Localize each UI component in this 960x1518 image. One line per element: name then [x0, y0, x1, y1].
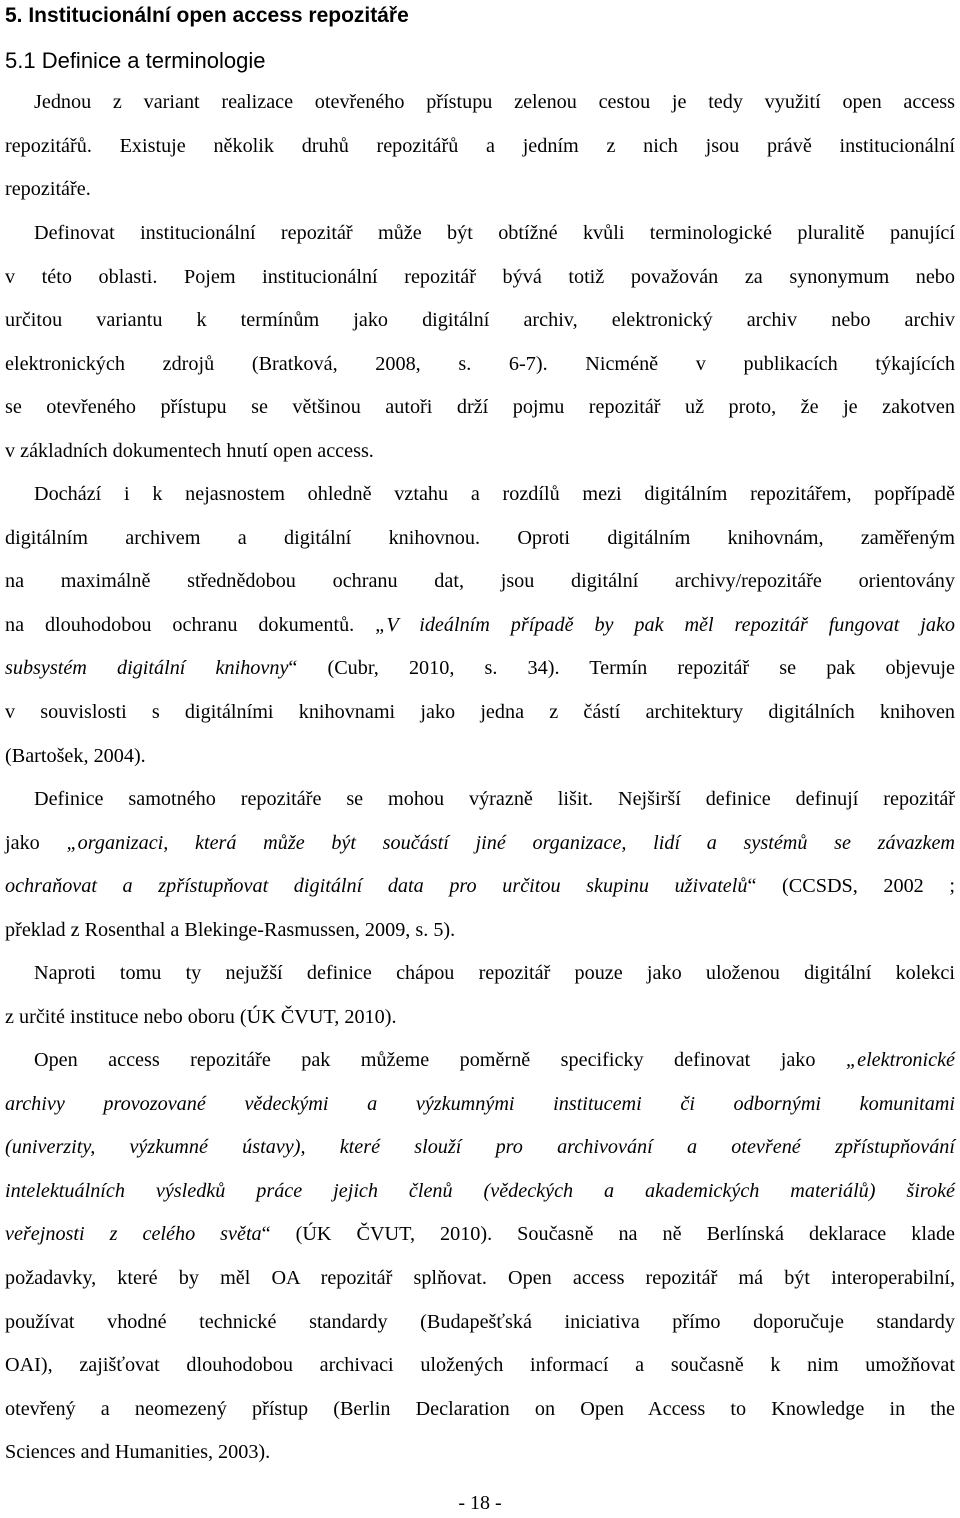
- text-line: [5, 81, 955, 125]
- text-line: [5, 1083, 955, 1127]
- text-line: [5, 473, 955, 517]
- italic-quote: subsystém digitální knihovny: [5, 657, 289, 680]
- text-run: (Bartošek, 2004).: [5, 744, 146, 767]
- text-line: [5, 952, 955, 996]
- text-run: Definovat institucionální repozitář může být obtížné kvůli terminologické pluralitě panující: [34, 222, 955, 244]
- text-line: [5, 256, 955, 300]
- paragraph-3: [5, 473, 955, 778]
- text-line: [5, 1388, 955, 1432]
- text-run: Jednou z variant realizace otevřeného přístupu zelenou cestou je tedy využití open access: [34, 91, 955, 113]
- paragraph-5: [5, 952, 955, 1039]
- italic-quote: veřejnosti z celého světa: [5, 1223, 262, 1246]
- text-line: [5, 778, 955, 822]
- text-run: Definice samotného repozitáře se mohou výrazně lišit. Nejširší definice definují repozitář: [34, 788, 955, 810]
- text-run: “ (ÚK ČVUT, 2010). Současně na ně Berlínská deklarace klade: [261, 1223, 955, 1246]
- text-run: na maximálně střednědobou ochranu dat, jsou digitální archivy/repozitáře orientovány: [5, 570, 955, 593]
- text-run: repozitáře.: [5, 178, 91, 201]
- text-line: [5, 1170, 955, 1214]
- page-number: - 18 -: [458, 1492, 502, 1514]
- text-run: digitálním archivem a digitální knihovnou. Oproti digitálním knihovnám, zaměřeným: [5, 526, 955, 549]
- text-line: [5, 343, 955, 387]
- text-line: [5, 168, 955, 212]
- text-run: repozitářů. Existuje několik druhů repozitářů a jedním z nich jsou právě institucionální: [5, 134, 955, 157]
- text-line: [5, 1039, 955, 1083]
- italic-quote: intelektuálních výsledků práce jejich členů (vědeckých a akademických materiálů) široké: [5, 1179, 955, 1202]
- text-run: v základních dokumentech hnutí open access.: [5, 439, 374, 462]
- text-line: [5, 691, 955, 735]
- text-run: OAI), zajišťovat dlouhodobou archivaci uložených informací a současně k nim umožňovat: [5, 1354, 955, 1377]
- text-line: [5, 1213, 955, 1257]
- text-line: [5, 1257, 955, 1301]
- text-line: [5, 1126, 955, 1170]
- text-run: Sciences and Humanities, 2003).: [5, 1441, 271, 1464]
- text-run: v této oblasti. Pojem institucionální repozitář bývá totiž považován za synonymum nebo: [5, 265, 955, 288]
- paragraph-6: [5, 1039, 955, 1475]
- italic-quote: archivy provozované vědeckými a výzkumnými institucemi či odbornými komunitami: [5, 1092, 955, 1115]
- text-line: [5, 212, 955, 256]
- text-line: [5, 125, 955, 169]
- text-run: z určité instituce nebo oboru (ÚK ČVUT, 2010).: [5, 1005, 397, 1028]
- section-heading: 5.1 Definice a terminologie: [5, 48, 266, 73]
- text-line: [5, 517, 955, 561]
- text-line: [5, 604, 955, 648]
- paragraph-1: [5, 81, 955, 212]
- text-line: [5, 1344, 955, 1388]
- text-run: elektronických zdrojů (Bratková, 2008, s. 6-7). Nicméně v publikacích týkajících: [5, 352, 955, 375]
- text-run: používat vhodné technické standardy (Budapešťská iniciativa přímo doporučuje standardy: [5, 1310, 955, 1333]
- text-line: [5, 430, 955, 474]
- text-line: [5, 865, 955, 909]
- text-run: určitou variantu k termínům jako digitální archiv, elektronický archiv nebo archiv: [5, 309, 955, 332]
- text-line: [5, 822, 955, 866]
- text-run: Naproti tomu ty nejužší definice chápou repozitář pouze jako uloženou digitální kolekci: [34, 962, 955, 984]
- text-run: na dlouhodobou ochranu dokumentů.: [5, 613, 376, 636]
- text-run: překlad z Rosenthal a Blekinge-Rasmussen, 2009, s. 5).: [5, 918, 456, 941]
- text-line: [5, 1431, 955, 1475]
- text-run: jako: [5, 831, 67, 854]
- paragraph-4: [5, 778, 955, 952]
- italic-quote: „V ideálním případě by pak měl repozitář fungovat jako: [375, 613, 955, 636]
- text-line: [5, 909, 955, 953]
- italic-quote: „elektronické: [845, 1049, 955, 1071]
- text-line: [5, 996, 955, 1040]
- text-run: Dochází i k nejasnostem ohledně vztahu a rozdílů mezi digitálním repozitářem, popřípadě: [34, 483, 955, 505]
- italic-quote: (univerzity, výzkumné ústavy), které slouží pro archivování a otevřené zpřístupňování: [5, 1136, 955, 1159]
- text-run: “ (Cubr, 2010, s. 34). Termín repozitář se pak objevuje: [288, 657, 955, 680]
- text-run: se otevřeného přístupu se většinou autoři drží pojmu repozitář už proto, že je zakotven: [5, 396, 955, 419]
- chapter-heading: 5. Institucionální open access repozitáře: [5, 4, 409, 27]
- text-run: otevřený a neomezený přístup (Berlin Declaration on Open Access to Knowledge in the: [5, 1397, 955, 1420]
- paragraph-2: [5, 212, 955, 474]
- text-run: “ (CCSDS, 2002 ;: [747, 875, 956, 898]
- text-run: požadavky, které by měl OA repozitář splňovat. Open access repozitář má být interoperabilní,: [5, 1266, 955, 1289]
- text-run: Open access repozitáře pak můžeme poměrně specificky definovat jako: [34, 1049, 846, 1071]
- italic-quote: „organizaci, která může být součástí jiné organizace, lidí a systémů se závazkem: [66, 831, 955, 854]
- text-line: [5, 735, 955, 779]
- text-line: [5, 647, 955, 691]
- text-line: [5, 560, 955, 604]
- text-run: v souvislosti s digitálními knihovnami jako jedna z částí architektury digitálních knihoven: [5, 700, 955, 723]
- italic-quote: ochraňovat a zpřístupňovat digitální data pro určitou skupinu uživatelů: [5, 875, 748, 898]
- text-line: [5, 386, 955, 430]
- text-line: [5, 299, 955, 343]
- text-line: [5, 1301, 955, 1345]
